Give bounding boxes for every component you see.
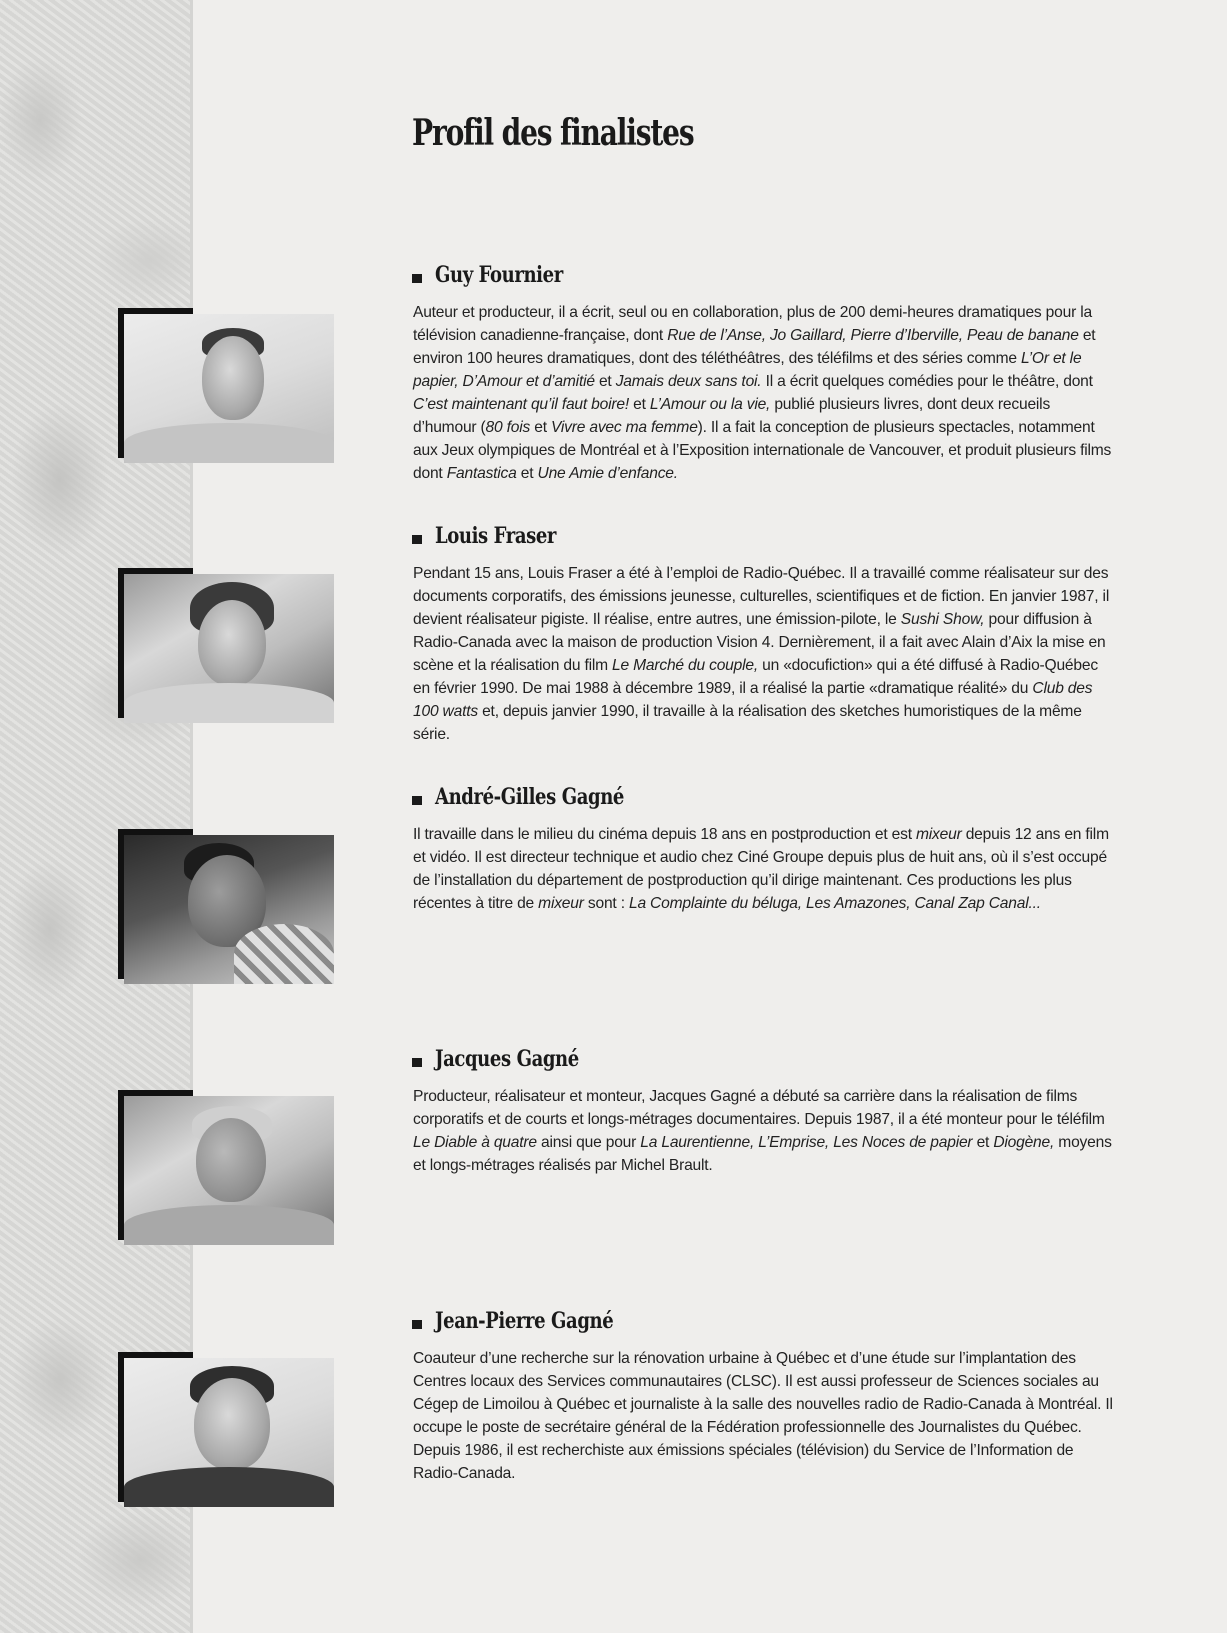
bio-text: pour diffusion à Radio-Canada avec la maison de production Vision 4. Dernièrement, il a fait avec Alain d’Aix la mise en scène et la réalisation du film: [413, 611, 1106, 674]
finalist-bio: [413, 823, 1117, 915]
photo-bracket: [118, 1352, 193, 1502]
bio-text: et: [516, 465, 538, 482]
finalist-bio: [413, 301, 1117, 485]
bio-italic-title: mixeur: [538, 895, 584, 912]
finalist-name: André-Gilles Gagné: [435, 784, 625, 810]
bio-italic-title: mixeur: [915, 826, 962, 843]
finalist-bio: [413, 1347, 1117, 1485]
bio-text: publié plusieurs livres, dont deux recueils d’humour (: [413, 396, 1051, 436]
photo-frame: [118, 568, 338, 723]
bio-text: Auteur et producteur, il a écrit, seul ou en collaboration, plus de 200 demi-heures dramatiques pour la télévision canadienne-française, dont: [413, 304, 1092, 344]
bio-text: un «docufiction» qui a été diffusé à Radio-Québec en février 1990. De mai 1988 à décembre 1989, il a réalisé la partie «dramatique réalité» du: [413, 657, 1098, 697]
finalist-name-row: [412, 1308, 652, 1334]
finalist-bio: [413, 562, 1117, 746]
portrait-photo: [124, 835, 334, 984]
bio-text: ainsi que pour: [536, 1134, 641, 1151]
bio-text: et: [594, 373, 616, 390]
finalist-name: Louis Fraser: [435, 523, 557, 549]
finalist-name: Jean-Pierre Gagné: [435, 1308, 614, 1334]
bio-text: Producteur, réalisateur et monteur, Jacques Gagné a débuté sa carrière dans la réalisation de films corporatifs et de courts et longs-métrages documentaires. Depuis 1987, il a été monteur pour le téléfilm: [413, 1088, 1105, 1128]
bio-italic-title: Vivre avec ma femme: [550, 419, 698, 436]
finalist-name-row: [412, 1046, 610, 1072]
bio-text: Il travaille dans le milieu du cinéma depuis 18 ans en postproduction et est: [413, 826, 916, 843]
bio-italic-title: C’est maintenant qu’il faut boire!: [413, 396, 629, 413]
bio-text: moyens et longs-métrages réalisés par Michel Brault.: [413, 1134, 1112, 1174]
bio-text: et: [530, 419, 551, 436]
bio-italic-title: Fantastica: [446, 465, 517, 482]
bio-text: et environ 100 heures dramatiques, dont des téléthéâtres, des téléfilms et des séries comme: [413, 327, 1096, 367]
finalist-name: Guy Fournier: [435, 262, 563, 288]
bullet-marker: [412, 274, 422, 283]
bio-italic-title: 80 fois: [485, 419, 531, 436]
bio-italic-title: L’Or et le papier, D’Amour et d’amitié: [413, 350, 1082, 390]
photo-frame: [118, 1352, 338, 1507]
page-title: Profil des finalistes: [412, 112, 694, 154]
bio-text: sont :: [583, 895, 629, 912]
photo-frame: [118, 829, 338, 984]
bio-italic-title: Rue de l’Anse, Jo Gaillard, Pierre d’Iberville, Peau de banane: [667, 327, 1079, 344]
bio-italic-title: Sushi Show,: [900, 611, 985, 628]
bio-italic-title: L’Amour ou la vie,: [649, 396, 771, 413]
portrait-photo: [124, 574, 334, 723]
bullet-marker: [412, 1320, 422, 1329]
bio-text: et, depuis janvier 1990, il travaille à la réalisation des sketches humoristiques de la même série.: [413, 703, 1082, 743]
bio-italic-title: Le Diable à quatre: [413, 1134, 537, 1151]
portrait-photo: [124, 1096, 334, 1245]
finalist-name-row: [412, 523, 583, 549]
bio-italic-title: Une Amie d’enfance.: [537, 465, 678, 482]
finalist-bio: [413, 1085, 1117, 1177]
portrait-photo: [124, 314, 334, 463]
bio-italic-title: Le Marché du couple,: [612, 657, 758, 674]
bio-text: depuis 12 ans en film et vidéo. Il est directeur technique et audio chez Ciné Groupe depuis plus de huit ans, où il s’est occupé de l’installation du département de postproduction qu’il dirige maintenant. Ces productions les plus récentes à titre de: [413, 826, 1109, 912]
finalist-name: Jacques Gagné: [435, 1046, 579, 1072]
bio-italic-title: La Laurentienne, L’Emprise, Les Noces de papier: [640, 1134, 973, 1151]
bio-italic-title: Jamais deux sans toi.: [615, 373, 762, 390]
photo-frame: [118, 308, 338, 463]
bullet-marker: [412, 535, 422, 544]
finalist-name-row: [412, 784, 666, 810]
bullet-marker: [412, 796, 422, 805]
photo-frame: [118, 1090, 338, 1245]
bio-italic-title: Diogène,: [993, 1134, 1055, 1151]
bio-text: Coauteur d’une recherche sur la rénovation urbaine à Québec et d’une étude sur l’implantation des Centres locaux des Services communautaires (CLSC). Il est aussi professeur de Sciences sociales au Cégep de Limoilou à Québec et journaliste à la salle des nouvelles radio de Radio-Canada à Montréal. Il occupe le poste de secrétaire général de la Fédération professionnelle des Journalistes du Québec. Depuis 1986, il est recherchiste aux émissions spéciales (télévision) du Service de l’Information de Radio-Canada.: [413, 1350, 1113, 1482]
bio-italic-title: La Complainte du béluga, Les Amazones, Canal Zap Canal...: [628, 895, 1041, 912]
finalist-name-row: [412, 262, 591, 288]
bio-italic-title: Club des 100 watts: [413, 680, 1093, 720]
bio-text: Il a écrit quelques comédies pour le théâtre, dont: [761, 373, 1093, 390]
bio-text: Pendant 15 ans, Louis Fraser a été à l’emploi de Radio-Québec. Il a travaillé comme réalisateur sur des documents corporatifs, des émissions jeunesse, culturelles, scientifiques et de fiction. En janvier 1987, il devient réalisateur pigiste. Il réalise, entre autres, une émission-pilote, le: [413, 565, 1110, 628]
bio-text: ). Il a fait la conception de plusieurs spectacles, notamment aux Jeux olympiques de Montréal et à l’Exposition internationale de Vancouver, et produit plusieurs films dont: [413, 419, 1112, 482]
bio-text: et: [628, 396, 650, 413]
bio-text: et: [972, 1134, 994, 1151]
bullet-marker: [412, 1058, 422, 1067]
